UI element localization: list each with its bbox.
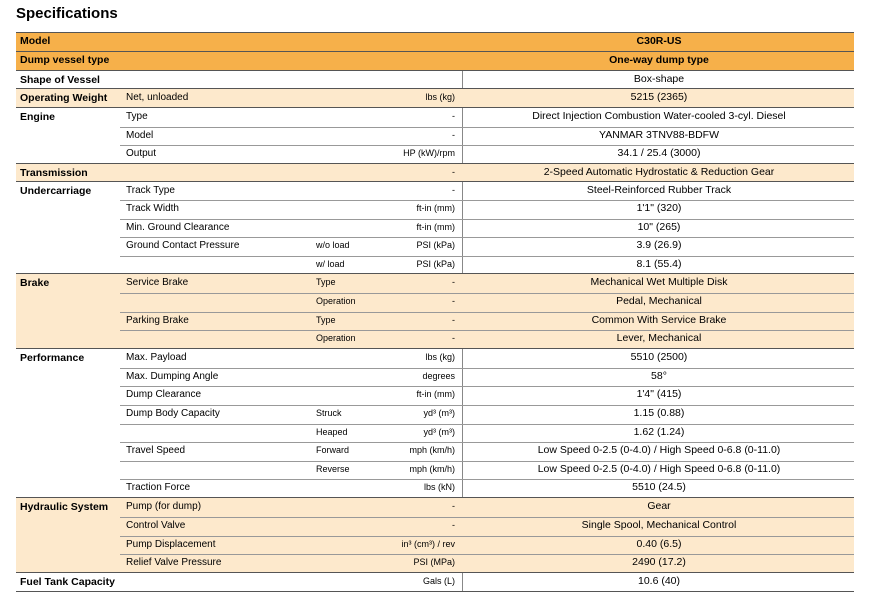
performance-value: 5510 (24.5) (632, 481, 686, 494)
performance-row (16, 479, 854, 497)
engine-value: 34.1 / 25.4 (3000) (617, 147, 701, 160)
performance-value: Low Speed 0-2.5 (0-4.0) / High Speed 0-6.8 (0-11.0) (537, 444, 781, 457)
fuel-tank-label: Fuel Tank Capacity (20, 576, 115, 588)
performance-item: Max. Payload (126, 352, 187, 363)
performance-sub: Heaped (316, 426, 348, 437)
hydraulic-item: Pump (for dump) (126, 501, 202, 512)
brake-value: Lever, Mechanical (616, 332, 702, 345)
engine-row (16, 108, 854, 126)
model-row (16, 32, 854, 51)
undercarriage-item: Min. Ground Clearance (126, 221, 230, 233)
brake-unit: - (452, 333, 455, 344)
page-title: Specifications (16, 5, 118, 22)
operating-weight-label: Operating Weight (20, 92, 108, 104)
row-divider (120, 405, 854, 406)
row-divider (120, 461, 854, 462)
model-value: C30R-US (636, 35, 682, 47)
performance-row (16, 442, 854, 460)
engine-group (16, 107, 854, 164)
table-bottom-border (16, 591, 854, 592)
row-divider (120, 368, 854, 369)
hydraulic-unit: - (452, 519, 455, 530)
operating-weight-value: 5215 (2365) (630, 91, 688, 103)
undercarriage-unit: PSI (kPa) (416, 240, 455, 251)
engine-label: Engine (20, 111, 56, 123)
performance-unit: ft-in (mm) (416, 389, 455, 400)
engine-unit: - (452, 129, 455, 140)
engine-item: Type (126, 111, 148, 122)
hydraulic-item: Pump Displacement (126, 538, 216, 550)
brake-sub: Operation (316, 333, 356, 344)
performance-item: Traction Force (126, 482, 191, 494)
spec-table (16, 32, 854, 592)
dump-vessel-row (16, 51, 854, 70)
performance-row (16, 461, 854, 479)
performance-value: 58° (651, 369, 667, 382)
hydraulic-unit: in³ (cm³) / rev (401, 538, 455, 549)
hydraulic-value: Single Spool, Mechanical Control (581, 518, 737, 531)
brake-value: Pedal, Mechanical (616, 294, 702, 307)
undercarriage-value: 10" (265) (637, 220, 681, 233)
brake-row (16, 293, 854, 311)
undercarriage-item: Ground Contact Pressure (126, 240, 240, 252)
row-divider (120, 330, 854, 331)
fuel-tank-value: 10.6 (40) (637, 575, 681, 587)
performance-item: Max. Dumping Angle (126, 370, 219, 382)
row-divider (120, 479, 854, 480)
model-label: Model (20, 35, 51, 47)
brake-sub: Type (316, 277, 336, 287)
performance-unit: yd³ (m³) (423, 407, 455, 418)
shape-value: Box-shape (633, 73, 685, 85)
undercarriage-value: 1'1" (320) (636, 202, 682, 215)
fuel-tank-row (16, 572, 854, 591)
brake-item: Parking Brake (126, 314, 189, 326)
hydraulic-value: 0.40 (6.5) (636, 537, 682, 550)
performance-unit: mph (km/h) (409, 445, 455, 456)
undercarriage-group (16, 181, 854, 274)
performance-row (16, 386, 854, 404)
undercarriage-label: Undercarriage (20, 185, 92, 197)
hydraulic-item: Control Valve (126, 519, 186, 531)
brake-row (16, 274, 854, 292)
undercarriage-value: 3.9 (26.9) (636, 239, 682, 252)
performance-row (16, 405, 854, 423)
performance-row (16, 368, 854, 386)
hydraulic-row (16, 554, 854, 572)
brake-value: Mechanical Wet Multiple Disk (590, 276, 728, 288)
performance-item: Dump Clearance (126, 389, 202, 401)
hydraulic-value: Gear (647, 500, 671, 512)
row-divider (120, 424, 854, 425)
engine-row (16, 127, 854, 145)
row-divider (120, 237, 854, 238)
row-divider (120, 536, 854, 537)
hydraulic-unit: PSI (MPa) (413, 557, 455, 568)
undercarriage-value: 8.1 (55.4) (636, 257, 682, 270)
hydraulic-row (16, 498, 854, 516)
dump-vessel-value: One-way dump type (609, 54, 709, 66)
performance-row (16, 424, 854, 442)
undercarriage-unit: ft-in (mm) (416, 221, 455, 232)
transmission-row (16, 163, 854, 182)
performance-unit: lbs (kg) (425, 352, 455, 362)
row-divider (120, 554, 854, 555)
performance-unit: mph (km/h) (409, 463, 455, 474)
hydraulic-value: 2490 (17.2) (632, 556, 686, 569)
performance-unit: lbs (kN) (424, 482, 455, 493)
performance-sub: Forward (316, 445, 350, 456)
performance-value: 1.15 (0.88) (633, 406, 685, 419)
row-divider (120, 145, 854, 146)
performance-value: 1'4" (415) (636, 388, 682, 401)
row-divider (120, 219, 854, 220)
transmission-label: Transmission (20, 167, 88, 179)
undercarriage-row (16, 219, 854, 237)
performance-sub: Reverse (316, 463, 350, 474)
undercarriage-unit: ft-in (mm) (416, 203, 455, 214)
undercarriage-row (16, 256, 854, 274)
undercarriage-row (16, 200, 854, 218)
brake-value: Common With Service Brake (591, 313, 727, 326)
brake-row (16, 330, 854, 348)
hydraulic-unit: - (452, 501, 455, 511)
dump-vessel-label: Dump vessel type (20, 54, 110, 66)
brake-sub: Type (316, 314, 336, 325)
undercarriage-item: Track Width (126, 203, 179, 215)
performance-label: Performance (20, 352, 85, 364)
brake-label: Brake (20, 277, 50, 289)
undercarriage-value: Steel-Reinforced Rubber Track (586, 184, 732, 196)
performance-unit: degrees (422, 370, 455, 381)
row-divider (120, 256, 854, 257)
brake-group (16, 273, 854, 349)
undercarriage-item: Track Type (126, 185, 175, 196)
hydraulic-item: Relief Valve Pressure (126, 557, 222, 569)
row-divider (120, 386, 854, 387)
row-divider (120, 200, 854, 201)
brake-row (16, 312, 854, 330)
performance-item: Dump Body Capacity (126, 407, 220, 419)
brake-unit: - (452, 295, 455, 306)
transmission-value: 2-Speed Automatic Hydrostatic & Reduction Gear (543, 166, 775, 178)
performance-value: 5510 (2500) (630, 351, 688, 363)
performance-unit: yd³ (m³) (423, 426, 455, 437)
operating-weight-row (16, 88, 854, 107)
engine-item: Model (126, 129, 154, 141)
engine-unit: HP (kW)/rpm (403, 148, 455, 159)
brake-sub: Operation (316, 295, 356, 306)
shape-row (16, 70, 854, 89)
fuel-tank-unit: Gals (L) (422, 576, 455, 586)
engine-item: Output (126, 148, 157, 160)
row-divider (120, 517, 854, 518)
undercarriage-row (16, 182, 854, 200)
performance-item: Travel Speed (126, 445, 186, 457)
performance-value: Low Speed 0-2.5 (0-4.0) / High Speed 0-6.8 (0-11.0) (537, 462, 781, 475)
performance-sub: Struck (316, 407, 342, 418)
brake-unit: - (452, 277, 455, 287)
operating-weight-item: Net, unloaded (126, 92, 189, 103)
engine-row (16, 145, 854, 163)
undercarriage-row (16, 237, 854, 255)
hydraulic-row (16, 517, 854, 535)
engine-unit: - (452, 111, 455, 121)
row-divider (120, 293, 854, 294)
performance-group (16, 348, 854, 498)
brake-unit: - (452, 314, 455, 325)
undercarriage-sub: w/o load (316, 240, 350, 251)
operating-weight-unit: lbs (kg) (425, 92, 455, 102)
undercarriage-sub: w/ load (316, 258, 345, 269)
row-divider (120, 312, 854, 313)
brake-item: Service Brake (126, 277, 189, 288)
engine-value: Direct Injection Combustion Water-cooled 3-cyl. Diesel (532, 110, 786, 122)
performance-value: 1.62 (1.24) (633, 425, 685, 438)
undercarriage-unit: PSI (kPa) (416, 258, 455, 269)
row-divider (120, 127, 854, 128)
performance-row (16, 349, 854, 367)
engine-value: YANMAR 3TNV88-BDFW (599, 128, 719, 141)
hydraulic-label: Hydraulic System (20, 501, 109, 513)
hydraulic-group (16, 497, 854, 573)
hydraulic-row (16, 536, 854, 554)
transmission-unit: - (452, 167, 455, 177)
undercarriage-unit: - (452, 185, 455, 195)
shape-label: Shape of Vessel (20, 74, 100, 86)
row-divider (120, 442, 854, 443)
